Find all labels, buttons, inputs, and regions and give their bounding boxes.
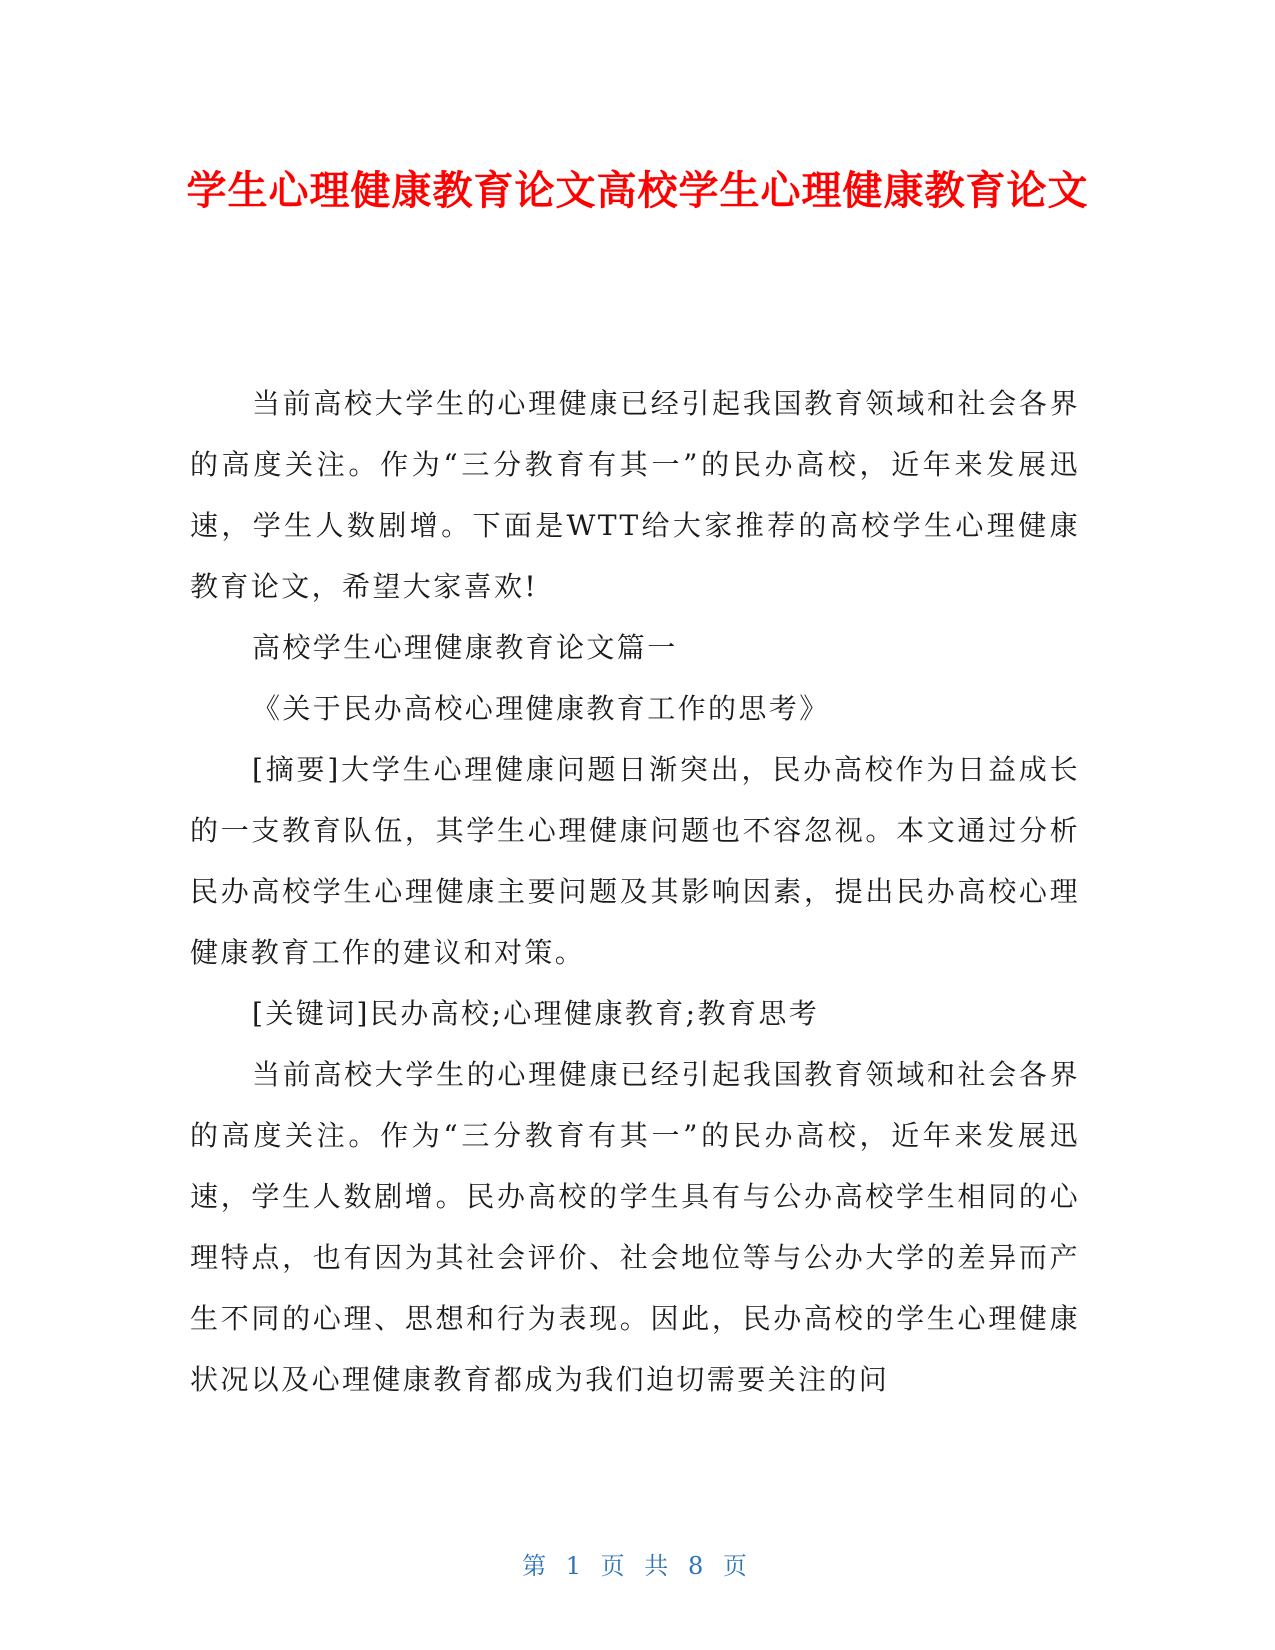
document-body — [190, 373, 1080, 1410]
page-number-footer: 第 1 页 共 8 页 — [522, 1552, 753, 1580]
intro-paragraph: 当前高校大学生的心理健康已经引起我国教育领域和社会各界的高度关注。作为“三分教育有其一”的民办高校，近年来发展迅速，学生人数剧增。下面是WTT给大家推荐的高校学生心理健康教育论文，希望大家喜欢! — [190, 387, 1080, 603]
body-paragraph: 当前高校大学生的心理健康已经引起我国教育领域和社会各界的高度关注。作为“三分教育有其一”的民办高校，近年来发展迅速，学生人数剧增。民办高校的学生具有与公办高校学生相同的心理特点，也有因为其社会评价、社会地位等与公办大学的差异而产生不同的心理、思想和行为表现。因此，民办高校的学生心理健康状况以及心理健康教育都成为我们迫切需要关注的问 — [190, 1058, 1080, 1396]
article-title: 《关于民办高校心理健康教育工作的思考》 — [252, 692, 830, 725]
keywords-paragraph: [关键词]民办高校;心理健康教育;教育思考 — [252, 997, 820, 1030]
page-title: 学生心理健康教育论文高校学生心理健康教育论文 — [186, 168, 1089, 214]
abstract-paragraph: [摘要]大学生心理健康问题日渐突出，民办高校作为日益成长的一支教育队伍，其学生心理健康问题也不容忽视。本文通过分析民办高校学生心理健康主要问题及其影响因素，提出民办高校心理健康教育工作的建议和对策。 — [190, 753, 1080, 969]
section-heading: 高校学生心理健康教育论文篇一 — [252, 631, 678, 664]
